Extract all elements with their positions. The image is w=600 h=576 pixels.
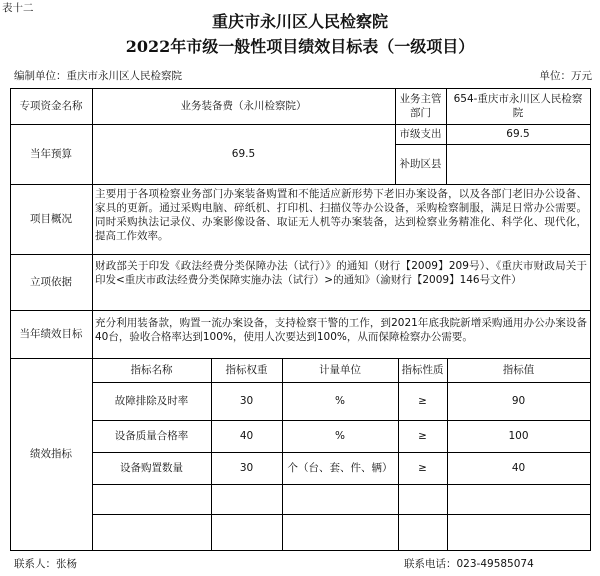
label-dept-main: 业务主管部门 (399, 93, 442, 119)
compiling-unit: 编制单位：重庆市永川区人民检察院 (14, 70, 182, 82)
label-indicators: 绩效指标 (30, 448, 72, 460)
header-unit: 计量单位 (319, 364, 361, 376)
label-city-expenditure: 市级支出 (399, 128, 442, 140)
sub-district-value (446, 144, 590, 184)
label-fund-name: 专项资金名称 (19, 100, 83, 112)
contact-phone: 联系电话：023-49585074 (404, 558, 534, 570)
row2-nature: ≥ (418, 430, 427, 442)
basis-text: 财政部关于印发《政法经费分类保障办法（试行）》的通知（财行【2009】209号）、《重庆市财政局关于印发<重庆市政法经费分类保障实施办法（试行）>的通知》（渝财行【2009】146号文件） (95, 260, 587, 286)
header-weight: 指标权重 (225, 364, 268, 376)
title-line-2: 2022年市级一般性项目绩效目标表（一级项目） (125, 37, 475, 56)
row3-value: 40 (511, 462, 526, 474)
currency-unit: 单位：万元 (539, 70, 592, 82)
row3-weight: 30 (239, 462, 254, 474)
row1-unit: % (335, 395, 345, 407)
contact-person: 联系人：张杨 (14, 558, 77, 570)
overview-text: 主要用于各项检察业务部门办案装备购置和不能适应新形势下老旧办案设备，以及各部门老旧办公设备、家具的更新。通过采购电脑、碎纸机、打印机、扫描仪等办公设备，采购检察制服，满足日常办公需要。同时采购执法记录仪、办案影像设备、取证无人机等办案装备，达到检察业务精准化、科学化、现代化，提高工作效率。 (95, 188, 587, 242)
dept-main-value: 654-重庆市永川区人民检察院 (453, 93, 583, 119)
row1-value: 90 (511, 395, 526, 407)
fund-name-value: 业务装备费（永川检察院） (180, 100, 307, 112)
table-number: 表十二 (2, 2, 34, 14)
row2-unit: % (335, 430, 345, 442)
budget-value: 69.5 (231, 148, 256, 160)
header-nature: 指标性质 (401, 364, 444, 376)
label-sub-district: 补助区县 (399, 158, 442, 170)
label-overview: 项目概况 (30, 213, 72, 225)
row1-nature: ≥ (418, 395, 427, 407)
row1-weight: 30 (239, 395, 254, 407)
row3-nature: ≥ (418, 462, 427, 474)
goal-text: 充分利用装备款，购置一流办案设备，支持检察干警的工作，到2021年底我院新增采购通用办公办案设备40台，验收合格率达到100%，使用人次要达到100%，从而保障检察办公需要。 (95, 317, 587, 343)
row2-value: 100 (508, 430, 529, 442)
row3-name: 设备购置数量 (120, 462, 183, 474)
city-expenditure-value: 69.5 (506, 128, 530, 140)
row1-name: 故障排除及时率 (114, 395, 189, 407)
header-value: 指标值 (502, 364, 535, 376)
header-indicator-name: 指标名称 (130, 364, 173, 376)
title-line-1: 重庆市永川区人民检察院 (211, 12, 388, 31)
row3-unit: 个（台、套、件、辆） (287, 462, 393, 474)
row2-weight: 40 (239, 430, 254, 442)
label-basis: 立项依据 (30, 276, 72, 288)
label-budget: 当年预算 (30, 148, 72, 160)
row2-name: 设备质量合格率 (114, 430, 189, 442)
label-goal: 当年绩效目标 (19, 328, 83, 340)
